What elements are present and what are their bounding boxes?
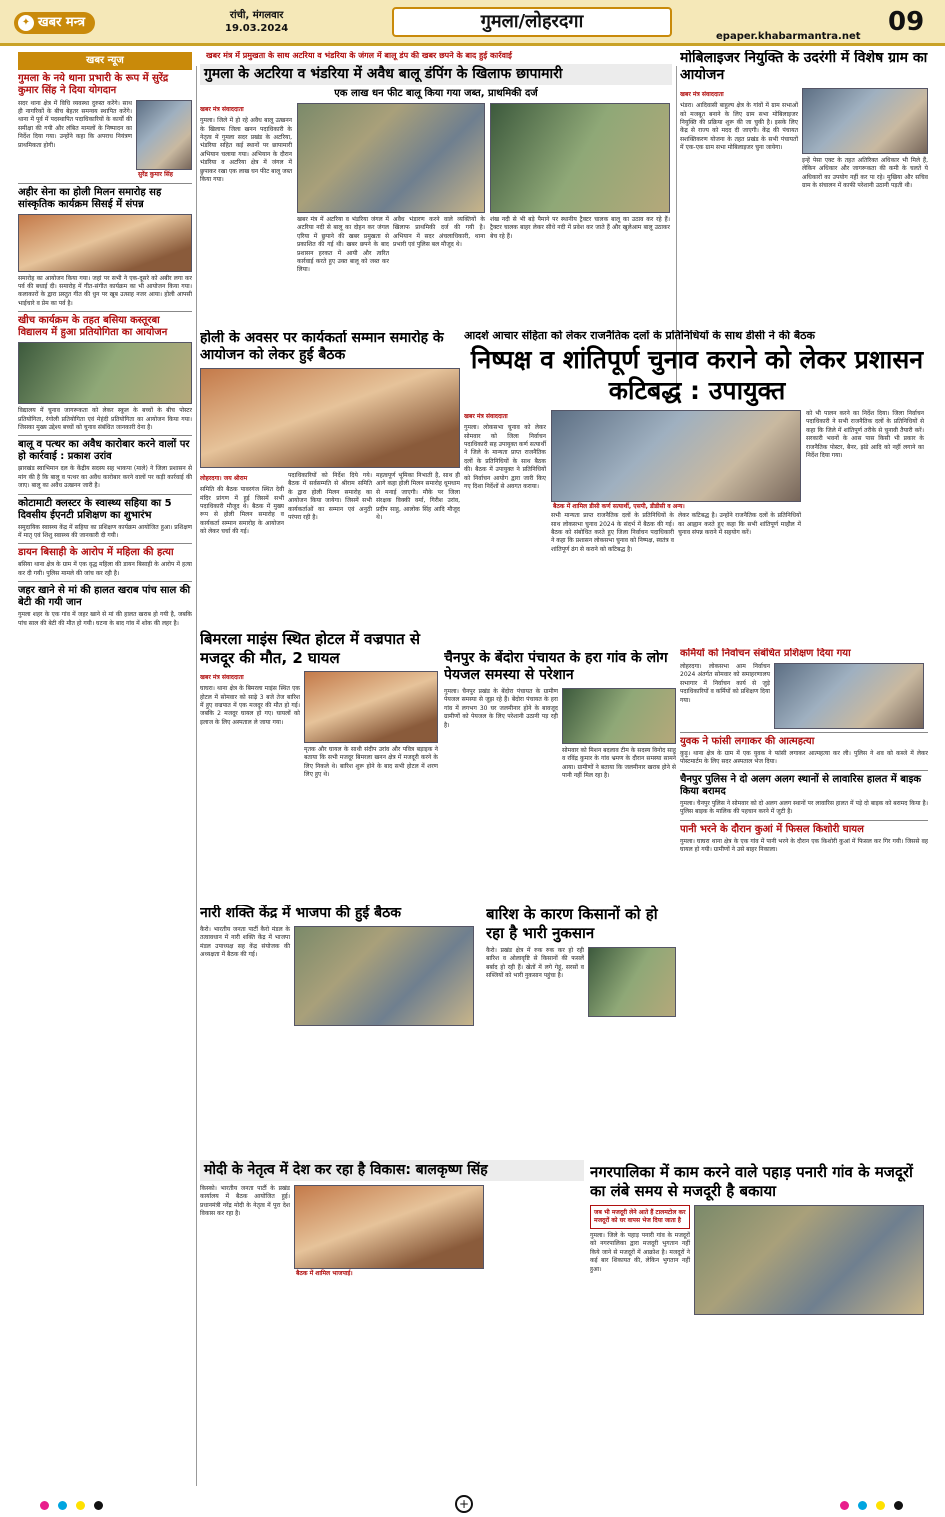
print-footer <box>0 1487 945 1517</box>
headline-holi-milan[interactable]: अहीर सेना का होली मिलन समारोह सह सांस्कृतिक कार्यक्रम सिसई में संपन्न <box>18 186 162 210</box>
story-text: सदर थाना क्षेत्र में विधि व्यवस्था दुरुस्त करेंगे। साथ ही नागरिकों के बीच बेहतर समन्वय स्थापित करेंगे। थाना में पूर्व में पदस्थापित पदाधिकारियों के कार्यों की समीक्षा की गयी और लंबित मामलों के निष्पादन का निर्देश दिया गया। उन्होंने कहा कि अपराध नियंत्रण प्राथमिकता होगी। <box>18 99 132 149</box>
story-text: झारखंड स्वाभिमान दल के केंद्रीय सदस्य सह भाकपा (माले) ने जिला प्रशासन से मांग की है कि बालू व पत्थर का अवैध कारोबार करने वालों पर कड़ी कार्रवाई की जाए। बालू का अवैध उत्खनन जारी है। <box>18 465 192 490</box>
sand-raid-story <box>200 64 672 326</box>
headline-girl-injured[interactable]: पानी भरने के दौरान कुआं में फिसल किशोरी घायल <box>680 823 864 835</box>
story-text: इन्हें पेसा एक्ट के तहत अतिरिक्त अधिकार भी मिले हैं, लेकिन अधिकार और जागरूकता की कमी के चलते ये अधिकारों का उपयोग नहीं कर पा रहे। मुखिया और सचिव ग्राम के संचालन में काफी परेशानी उठानी पड़ती थी। <box>802 157 928 190</box>
issue-date: 19.03.2024 <box>225 23 289 34</box>
photo-caption: बैठक में शामिल डीसी कर्ण सत्यार्थी, एसपी, डीडीसी व अन्य। <box>551 502 801 512</box>
headline-lightning[interactable]: बिमरला माइंस स्थित होटल में वज्रपात से मजदूर की मौत, 2 घायल <box>200 630 421 667</box>
registration-dot <box>894 1501 903 1510</box>
headline-school-competition[interactable]: खीच कार्यक्रम के तहत बसिया कस्तूरबा विद्यालय में हुआ प्रतियोगिता का आयोजन <box>18 315 168 339</box>
story-text: को भी पालन करने का निर्देश दिया। जिला निर्वाचन पदाधिकारी ने सभी राजनैतिक दलों के प्रतिनिधियों से कहा कि जिले में शांतिपूर्ण तरीके से चुनावी तैयारी करें। सरकारी भवनों के आस पास किसी भी प्रकार के राजनैतिक पोस्टर, बैनर, झंडे आदि को नहीं लगाने का निर्देश दिया गया। <box>806 410 924 460</box>
villagers-photo <box>562 688 676 744</box>
headline-bjp-meeting[interactable]: नारी शक्ति केंद्र में भाजपा की हुई बैठक <box>200 905 402 921</box>
page-number: 09 <box>888 7 925 37</box>
city-day: रांची, मंगलवार <box>229 10 284 21</box>
logo-icon: ✦ <box>18 15 34 31</box>
headline-suicide[interactable]: युवक ने फांसी लगाकर की आत्महत्या <box>680 736 815 747</box>
sand-seizure-photo <box>297 103 485 213</box>
registration-dot <box>858 1501 867 1510</box>
headline-water-crisis[interactable]: चैनपुर के बेंदोरा पंचायत के हरा गांव के लोग पेयजल समस्या से परेशान <box>444 650 668 683</box>
story-text: अवैध भंडारण करने वाले व्यक्तियों के खिलाफ प्राथमिकी दर्ज की गयी है। अभियान में सदर अंचलाधिकारी, थाना प्रभारी एवं पुलिस बल मौजूद थे। <box>393 216 485 249</box>
pull-quote: जब भी मजदूरी लेने आते हैं टालमटोल कर मजदूरों को घर वापस भेज दिया जाता है <box>590 1205 690 1229</box>
headline-modi[interactable]: मोदी के नेतृत्व में देश कर रहा है विकास: बालकृष्ण सिंह <box>200 1160 584 1181</box>
registration-dot <box>840 1501 849 1510</box>
headline-health-training[interactable]: कोटामाटी क्लस्टर के स्वास्थ्य सहिया का 5 दिवसीय ईएनटी प्रशिक्षण का शुभारंभ <box>18 497 172 521</box>
lead-headline[interactable]: निष्पक्ष व शांतिपूर्ण चुनाव कराने को लेकर प्रशासन कटिबद्ध : उपायुक्त <box>470 345 924 405</box>
lead-kicker: आदर्श आचार संहिता को लेकर राजनैतिक दलों के प्रतिनिधियों के साथ डीसी ने की बैठक <box>464 330 815 342</box>
story-text: मृतक और घायल के साथी संदीप उरांव और पवित्र बड़ाइक ने बताया कि सभी मजदूर बिमरला खनन क्षेत्र में मजदूरी करने के लिए निकले थे। बारिश शुरू होने के बाद सभी होटल में शरण लिए हुए थे। <box>304 746 438 779</box>
subheadline-sand-seized: एक लाख धन फीट बालू किया गया जब्त, प्राथमिकी दर्ज <box>334 88 538 99</box>
headline-holi-meeting[interactable]: होली के अवसर पर कार्यकर्ता सम्मान समारोह के आयोजन को लेकर हुई बैठक <box>200 330 444 363</box>
logo-text: खबर मन्त्र <box>38 15 86 30</box>
story-text: खबर मंत्र में अटरिया व भंडरिया जंगल में अटरिया नदी से बालू का दोहन कर जंगल एरिया में छुपाने की खबर प्रमुखता से प्रकाशित की गई थी। खबर छपने के बाद प्रशासन हरकत में आयी और त्वरित कार्रवाई करते हुए उक्त बालू को जब्त कर लिया। <box>297 216 389 274</box>
headline-illegal-sand[interactable]: बालू व पत्थर का अवैध कारोबार करने वालों पर हो कार्रवाई : प्रकाश उरांव <box>18 439 190 463</box>
water-story <box>444 650 676 900</box>
story-text: लेकर कटिबद्ध है। उन्होंने राजनैतिक दलों के प्रतिनिधियों का आह्वान करते हुए कहा कि सभी शांतिपूर्ण माहौल में चुनाव संपन्न कराने में सहयोग करें। <box>678 512 801 536</box>
meeting-hall-photo <box>200 368 460 468</box>
story-text: विद्यालय में चुनाव जागरूकता को लेकर स्कूल के बच्चों के बीच पोस्टर प्रतियोगिता, रंगोली प्रतियोगिता एवं मेहंदी प्रतियोगिता का आयोजन किया गया। जिसका मुख्य उद्देश्य बच्चों को चुनाव संबंधित जानकारी देना है। <box>18 407 192 432</box>
epaper-link[interactable]: epaper.khabarmantra.net <box>716 31 861 42</box>
story-text: गुमला। जिले के पहाड़ पनारी गांव के मजदूरों को नगरपालिका द्वारा मजदूरी भुगतान नहीं किये जाने से मजदूरों में आक्रोश है। मजदूरों ने कई बार शिकायत की, लेकिन भुगतान नहीं हुआ। <box>590 1232 690 1273</box>
byline: खबर मंत्र संवाददाता <box>464 413 508 420</box>
story-text: समारोह का आयोजन किया गया। जहां पर सभी ने एक-दूसरे को अबीर लगा कर पर्व की बधाई दी। समारोह में गीत-संगीत कार्यक्रम का भी आयोजन किया गया। कलाकारों के द्वारा प्रस्तुत गीत की धुन पर खूब उत्साह नजर आया। होली आपसी भाईचारे व प्रेम का पर्व है। <box>18 274 192 307</box>
headline-police-officer[interactable]: गुमला के नये थाना प्रभारी के रूप में सुरेंद्र कुमार सिंह ने दिया योगदान <box>18 72 169 96</box>
story-text: सभी मान्यता प्राप्त राजनैतिक दलों के प्रतिनिधियों के साथ लोकसभा चुनाव 2024 के संदर्भ में बैठक की गई। बैठक को संबोधित करते हुए जिला निर्वाचन पदाधिकारी ने कहा कि प्रशासन लोकसभा चुनाव को निष्पक्ष, स्वतंत्र व शांतिपूर्ण ढंग से कराने को कटिबद्ध है। <box>551 512 674 553</box>
meeting-photo <box>802 88 928 154</box>
story-text: सोमवार को मिशन बदलाव टीम के सदस्य विनोद साहू व रविंद्र कुमार के गांव भ्रमण के दौरान समस्या सामने आया। ग्रामीणों ने बताया कि जलमीनार खराब होने से पानी नहीं मिल रहा है। <box>562 747 676 780</box>
holi-meeting-story <box>200 330 460 625</box>
dateline <box>225 9 288 35</box>
story-text: गुमला। लोकसभा चुनाव को लेकर सोमवार को जिला निर्वाचन पदाधिकारी सह उपायुक्त कर्ण सत्यार्थी ने जिले के मान्यता प्राप्त राजनैतिक दलों के प्रतिनिधियों के साथ बैठक की। बैठक में उपायुक्त ने प्रतिनिधियों को निर्वाचन आयोग द्वारा जारी किए गए दिशा निर्देशों से अवगत कराया। <box>464 424 546 490</box>
rain-story <box>486 905 676 1110</box>
photo-caption: सुरेंद्र कुमार सिंह <box>136 170 192 180</box>
headline-training[interactable]: कर्मियों को निर्वाचन संबंधित प्रशिक्षण दिया गया <box>680 648 851 659</box>
story-text: समिति की बैठक पावरगंज स्थित देवी मंदिर प्रांगण में हुई जिसमें सभी पदाधिकारी मौजूद थे। बैठक में मुख्य रूप से होली मिलन समारोह व कार्यकर्ता सम्मान समारोह के आयोजन को लेकर चर्चा की गई। <box>200 486 284 536</box>
left-column <box>18 52 192 1484</box>
news-label: खबर न्यूज <box>18 52 192 70</box>
story-text: कैरो। प्रखंड क्षेत्र में रुक रुक कर हो रही बारिश व ओलावृष्टि से किसानों की फसलें बर्बाद हो रही हैं। खेतों में लगे गेहूं, सरसों व सब्जियों को भारी नुकसान पहुंचा है। <box>486 947 584 980</box>
story-text: महत्वपूर्ण भूमिका निभाती है, साथ ही आगे कहा होली मिलन समारोह धूमधाम से मनाई जाएगी। मौके पर जिला संरक्षक विक्की वर्मा, गिरीश उरांव, प्रदीप साहु, आलोक सिंह आदि मौजूद थे। <box>376 472 460 522</box>
crop-damage-photo <box>588 947 676 1017</box>
right-column-lower <box>680 648 928 1168</box>
byline: खबर मंत्र संवाददाता <box>200 106 244 113</box>
top-strapline: खबर मंत्र में प्रमुखता के साथ अटरिया व भंडरिया के जंगल में बालू डंप की खबर छपने के बाद हुई कार्रवाई <box>206 51 512 60</box>
registration-dot <box>94 1501 103 1510</box>
registration-cross-icon: + <box>455 1495 473 1513</box>
photo-caption: बैठक में शामिल भाजपाई। <box>294 1269 484 1279</box>
story-text: गुमला शहर के एक गांव में जहर खाने से मां की हालत खराब हो गयी है, जबकि पांच साल की बेटी की मौत हो गयी। घटना के बाद गांव में शोक की लहर है। <box>18 611 192 627</box>
officer-photo <box>136 100 192 170</box>
story-text: बसिया थाना क्षेत्र के ग्राम में एक वृद्ध महिला की डायन बिसाही के आरोप में हत्या कर दी गयी। पुलिस मामले की जांच कर रही है। <box>18 561 192 577</box>
training-photo <box>774 663 924 729</box>
story-text: लोहरदगा। लोकसभा आम निर्वाचन 2024 अंतर्गत सोमवार को समाहरणालय सभागार में निर्वाचन कार्य से जुड़े पदाधिकारियों व कर्मियों को प्रशिक्षण दिया गया। <box>680 663 770 704</box>
bjp-workers-photo <box>294 1185 484 1269</box>
injured-workers-photo <box>304 671 438 743</box>
story-text: गुमला। घाघरा थाना क्षेत्र के एक गांव में पानी भरने के दौरान एक किशोरी कुआं में फिसल कर गिर गयी। जिससे वह घायल हो गयी। ग्रामीणों ने उसे बाहर निकाला। <box>680 837 928 854</box>
section-title: गुमला/लोहरदगा <box>392 7 672 37</box>
wages-story <box>590 1163 928 1483</box>
modi-development-story <box>200 1160 584 1482</box>
headline-poison[interactable]: जहर खाने से मां की हालत खराब पांच साल की बेटी की गयी जान <box>18 585 191 609</box>
registration-dot <box>76 1501 85 1510</box>
registration-dot <box>876 1501 885 1510</box>
bjp-meeting-story <box>200 905 478 1110</box>
election-meeting-photo <box>551 410 801 502</box>
story-text: गुमला। जिले में हो रहे अवैध बालू उत्खनन के खिलाफ जिला खनन पदाधिकारी के नेतृत्व में गुमला सदर प्रखंड के अटरिया, भंडरिया सहित कई स्थानों पर छापामारी अभियान चलाया गया। अभियान के दौरान भंडरिया व अटरिया क्षेत्र में जंगल में छुपाकर रखा एक लाख घन फीट बालू जब्त किया गया। <box>200 117 293 183</box>
story-text: कैरो। भारतीय जनता पार्टी कैरो मंडल के तत्वावधान में नारी शक्ति केंद्र में भाजपा मंडल उपाध्यक्ष सह केंद्र संयोजक की अध्यक्षता में बैठक की गई। <box>200 926 290 959</box>
story-text: गुमला। चैनपुर प्रखंड के बेंदोरा पंचायत के ग्रामीण पेयजल समस्या से जूझ रहे हैं। बेंदोरा पंचायत के हरा गांव में लगभग 30 घर जलमीनार होने के बावजूद ग्रामीणों को पेयजल के लिए परेशानी उठानी पड़ रही है। <box>444 688 558 729</box>
story-text: समुदायिक स्वास्थ्य केंद्र में सहिया का प्रशिक्षण कार्यक्रम आयोजित हुआ। प्रशिक्षण में मातृ एवं शिशु स्वास्थ्य की जानकारी दी गयी। <box>18 523 192 540</box>
school-students-photo <box>18 342 192 404</box>
officials-photo <box>490 103 670 213</box>
mobilizer-story <box>680 50 928 328</box>
story-text: पदाधिकारियों को निर्देश दिये गये। बैठक में सर्वसम्मति से श्रीराम समिति के द्वारा होली मिलन समारोह का आयोजन किया जायेगा। जिसमें सभी कार्यकर्ताओं का सम्मान एवं अनुठी परंपरा रही है। <box>288 472 372 522</box>
story-text: शंख नदी से भी बड़े पैमाने पर स्थानीय ट्रैक्टर चालक बालू का उठाव कर रहे हैं। ट्रैक्टर चालक बाहर लेकर सीधे नदी में प्रवेश कर जाते हैं और खुलेआम बालू उठाकर बेच रहे हैं। <box>490 216 670 240</box>
headline-mobilizer[interactable]: मोबिलाइजर नियुक्ति के उदरंगी में विशेष ग्राम का आयोजन <box>680 50 928 83</box>
story-text: गुमला। चैनपुर पुलिस ने सोमवार को दो अलग अलग स्थानों पर लावारिस हालत में पड़े दो बाइक को बरामद किया है। पुलिस बाइक के मालिक की पहचान करने में जुटी है। <box>680 799 928 816</box>
lead-election-story <box>464 330 930 630</box>
byline: खबर मंत्र संवाददाता <box>200 674 244 681</box>
headline-bike-recovered[interactable]: चैनपुर पुलिस ने दो अलग अलग स्थानों से लावारिस हालत में बाइक किया बरामद <box>680 773 922 797</box>
newspaper-logo[interactable] <box>14 12 95 34</box>
headline-sand-raid[interactable]: गुमला के अटरिया व भंडरिया में अवैध बालू डंपिंग के खिलाफ छापामारी <box>200 64 672 85</box>
bjp-meeting-photo <box>294 926 474 1026</box>
holi-event-photo <box>18 214 192 272</box>
registration-dot <box>40 1501 49 1510</box>
registration-dot <box>58 1501 67 1510</box>
laborers-photo <box>694 1205 924 1315</box>
column-rule <box>196 66 197 1486</box>
story-text: कुड़ू। थाना क्षेत्र के ग्राम में एक युवक ने फांसी लगाकर आत्महत्या कर ली। पुलिस ने शव को कब्जे में लेकर पोस्टमार्टम के लिए सदर अस्पताल भेज दिया। <box>680 750 928 766</box>
byline: लोहरदगा। जय श्रीराम <box>200 475 248 482</box>
headline-rain-loss[interactable]: बारिश के कारण किसानों को हो रहा है भारी नुकसान <box>486 905 658 942</box>
story-text: घाघरा। थाना क्षेत्र के बिमरला माइंस स्थित एक होटल में सोमवार को साढ़े 3 बजे तेज बारिश में हुए वज्रपात में एक मजदूर की मौत हो गई। जबकि 2 मजदूर घायल हो गए। घायलों को इलाज के लिए अस्पताल ले जाया गया। <box>200 685 300 726</box>
masthead <box>0 0 945 46</box>
headline-witchcraft[interactable]: डायन बिसाही के आरोप में महिला की हत्या <box>18 547 174 559</box>
story-text: किस्को। भारतीय जनता पार्टी के प्रखंड कार्यालय में बैठक आयोजित हुई। प्रधानमंत्री नरेंद्र मोदी के नेतृत्व में पूरा देश विकास कर रहा है। <box>200 1185 290 1218</box>
lightning-story <box>200 630 438 895</box>
byline: खबर मंत्र संवाददाता <box>680 91 724 98</box>
story-text: भंडरा। आदिवासी बाहुल्य क्षेत्र के गांवों में ग्राम सभाओं को मजबूत बनाने के लिए ग्राम सभा मोबिलाइजर नियुक्ति की प्रक्रिया शुरू की जा चुकी है। इसके लिए केंद्र से राज्य को मदद दी जाएगी। केंद्र की पंचायत सशक्तिकरण योजना के तहत प्रखंड के सभी पंचायतों में एक-एक ग्राम सभा मोबिलाइजर चुना जायेगा। <box>680 102 798 152</box>
headline-wages-due[interactable]: नगरपालिका में काम करने वाले पहाड़ पनारी गांव के मजदूरों का लंबे समय से मजदूरी है बकाया <box>590 1163 913 1200</box>
